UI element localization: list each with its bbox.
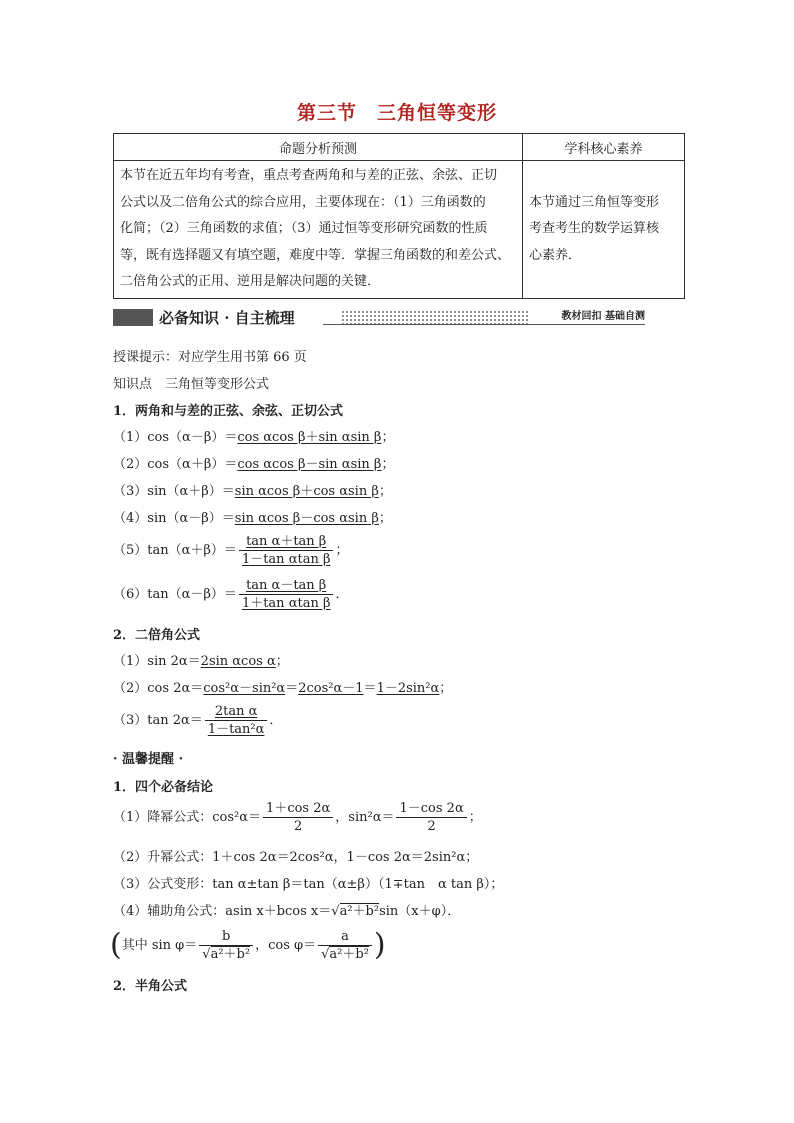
fraction	[239, 533, 334, 568]
formula-answer: cos²α－sin²α	[203, 681, 286, 696]
hint-text: 授课提示：对应学生用书第 66 页	[113, 350, 307, 365]
fraction	[205, 703, 268, 738]
formula-lhs: tan（α＋β）＝	[147, 543, 237, 558]
tips-heading: · 温馨提醒 ·	[113, 752, 184, 767]
banner-bar	[113, 309, 153, 326]
prediction-line: 公式以及二倍角公式的综合应用，主要体现在：（1）三角函数的	[120, 194, 486, 210]
formula-answer: 1－2sin²α	[376, 681, 440, 696]
auxiliary-note	[110, 928, 386, 963]
section3-heading: 1．四个必备结论	[113, 780, 214, 795]
formula-end: ；	[275, 654, 289, 669]
formula-lhs: （1）降幂公式：cos²α＝	[113, 810, 262, 825]
fraction-denominator: 2	[396, 817, 466, 835]
equals-sign: ＝	[363, 681, 377, 696]
fraction-denominator: 1＋tan αtan β	[239, 594, 334, 612]
prediction-line: 二倍角公式的正用、逆用是解决问题的关键．	[120, 274, 381, 289]
sqrt-radicand: a²＋b²	[329, 947, 369, 962]
formula-number: （2）	[113, 681, 148, 696]
intro-table	[113, 133, 685, 299]
fraction-numerator: tan α＋tan β	[246, 534, 327, 549]
formula-transform: （3）公式变形：tan α±tan β＝tan（α±β）（1∓tan α tan β）；	[113, 877, 504, 892]
section2-heading: 2．二倍角公式	[113, 628, 201, 643]
power-reduction	[113, 800, 482, 835]
banner-dots	[341, 310, 529, 324]
formula-answer: 2cos²α－1	[298, 681, 364, 696]
formula-answer: 2sin αcos α	[200, 654, 276, 669]
fraction-numerator: b	[222, 929, 231, 944]
power-raising: （2）升幂公式：1＋cos 2α＝2cos²α，1－cos 2α＝2sin²α；	[113, 850, 479, 865]
sqrt-sign: √	[331, 904, 340, 919]
literacy-text	[523, 161, 685, 299]
formula-lhs: sin（α－β）＝	[147, 511, 235, 526]
fraction	[239, 577, 334, 612]
banner-rule	[323, 324, 645, 325]
section4-heading: 2．半角公式	[113, 979, 188, 994]
formula-end: ；	[468, 810, 482, 825]
section1-heading: 1．两角和与差的正弦、余弦、正切公式	[113, 404, 344, 419]
formula-end: ；	[381, 457, 395, 472]
fraction-numerator: 2tan α	[214, 704, 258, 719]
knowledge-point: 知识点 三角恒等变形公式	[113, 377, 270, 392]
header-prediction: 命题分析预测	[114, 134, 523, 161]
formula-2	[113, 453, 394, 472]
formula-end: ；	[439, 681, 453, 696]
formula-lhs: sin 2α＝	[147, 654, 201, 669]
formula-lhs: cos（α＋β）＝	[147, 457, 238, 472]
fraction	[199, 928, 253, 963]
formula-number: （3）	[113, 713, 148, 728]
formula-mid: ，cos φ＝	[255, 938, 317, 953]
formula-6	[113, 577, 348, 612]
fraction-numerator: 1－cos 2α	[399, 801, 464, 816]
prediction-line: 本节在近五年均有考查，重点考查两角和与差的正弦、余弦、正切	[120, 168, 498, 183]
fraction-numerator: 1＋cos 2α	[266, 801, 331, 816]
section-banner	[113, 305, 645, 331]
fraction	[396, 800, 466, 835]
prediction-text	[114, 161, 523, 299]
prediction-line: 等，既有选择题又有填空题，难度中等．掌握三角函数的和差公式、	[120, 247, 511, 263]
sqrt-radicand: a²＋b²	[210, 947, 251, 962]
formula-answer: cos αcos β－sin αsin β	[237, 457, 382, 472]
fraction-numerator: tan α－tan β	[246, 578, 327, 593]
formula-number: （3）	[113, 484, 148, 499]
equals-sign: ＝	[285, 681, 299, 696]
formula-number: （1）	[113, 654, 148, 669]
fraction-denominator: √a²＋b²	[318, 945, 372, 963]
literacy-line: 本节通过三角恒等变形	[529, 194, 660, 210]
formula-lhs: cos 2α＝	[147, 681, 204, 696]
formula-rhs: sin（x＋φ）．	[379, 904, 461, 919]
banner-sub: 教材回扣 基础自测	[561, 311, 645, 322]
formula-number: （5）	[113, 543, 148, 558]
formula-end: ；	[378, 511, 392, 526]
prediction-line: 化简；（2）三角函数的求值；（3）通过恒等变形研究函数的性质	[120, 221, 488, 236]
fraction-denominator: 2	[263, 817, 333, 835]
formula-number: （4）	[113, 511, 148, 526]
double-angle-2	[113, 677, 452, 696]
formula-end: ；	[378, 484, 392, 499]
formula-lhs: tan（α－β）＝	[147, 587, 237, 602]
left-paren: (	[110, 927, 122, 963]
right-paren: )	[373, 927, 386, 963]
formula-number: （2）	[113, 457, 148, 472]
sqrt-radicand: a²＋b²	[339, 904, 380, 919]
fraction	[263, 800, 333, 835]
auxiliary-angle	[113, 900, 460, 919]
formula-4	[113, 507, 392, 526]
formula-end: ；	[335, 543, 349, 558]
formula-mid: ，sin²α＝	[335, 810, 395, 825]
fraction-denominator: 1－tan²α	[205, 720, 268, 738]
fraction-numerator: a	[341, 929, 349, 944]
page-title: 第三节 三角恒等变形	[296, 102, 497, 124]
fraction	[318, 928, 372, 963]
formula-number: （6）	[113, 587, 148, 602]
formula-end: ；	[381, 430, 395, 445]
formula-lhs: （4）辅助角公式：asin x＋bcos x＝	[113, 904, 332, 919]
formula-1	[113, 426, 394, 445]
double-angle-3	[113, 703, 282, 738]
header-literacy: 学科核心素养	[523, 134, 685, 161]
formula-answer: sin αcos β－cos αsin β	[234, 511, 379, 526]
double-angle-1	[113, 650, 289, 669]
formula-end: ．	[335, 587, 349, 602]
formula-3	[113, 480, 392, 499]
formula-end: ．	[269, 713, 283, 728]
literacy-line: 心素养．	[529, 247, 582, 263]
banner-label: 必备知识 · 自主梳理	[159, 309, 295, 327]
formula-number: （1）	[113, 430, 148, 445]
fraction-denominator: 1－tan αtan β	[239, 550, 334, 568]
fraction-denominator: √a²＋b²	[199, 945, 253, 963]
formula-lhs: cos（α－β）＝	[147, 430, 238, 445]
formula-answer: cos αcos β＋sin αsin β	[237, 430, 382, 445]
formula-answer: sin αcos β＋cos αsin β	[234, 484, 379, 499]
formula-lhs: tan 2α＝	[147, 713, 203, 728]
literacy-line: 考查考生的数学运算核	[529, 221, 660, 236]
formula-lhs: sin（α＋β）＝	[147, 484, 235, 499]
formula-lhs: 其中 sin φ＝	[121, 938, 198, 953]
formula-5	[113, 533, 348, 568]
